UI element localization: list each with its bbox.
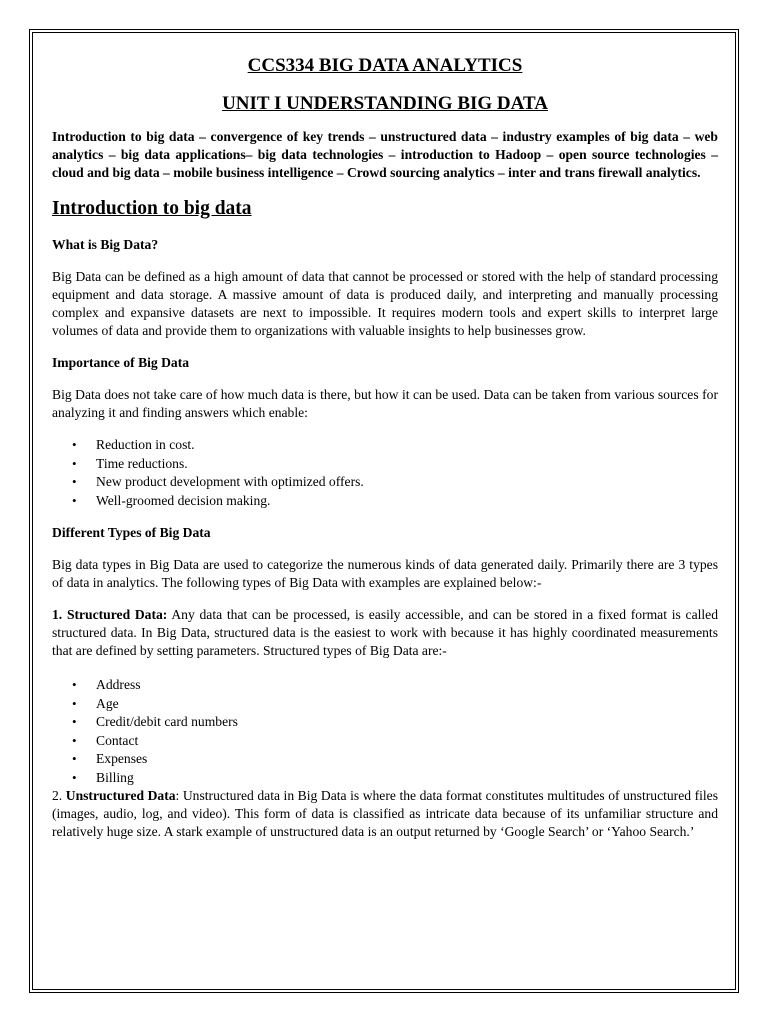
list-item: • Contact xyxy=(96,732,718,751)
what-is-heading: What is Big Data? xyxy=(52,237,159,252)
importance-heading: Importance of Big Data xyxy=(52,355,190,370)
unstructured-text: : Unstructured data in Big Data is where the data format constitutes multitudes of unstructured files (images, audio, log, and video). This form of data is classified as intricate data because of its unfamiliar structure and relatively huge size. A stark example of unstructured data is an output returned by ‘Google Search’ or ‘Yahoo Search.’ xyxy=(52,788,718,839)
unstructured-number: 2. xyxy=(52,788,66,803)
list-item: • Credit/debit card numbers xyxy=(96,713,718,732)
section-heading: Introduction to big data xyxy=(52,198,252,219)
structured-list xyxy=(52,676,718,787)
unstructured-label: Unstructured Data xyxy=(65,788,176,803)
list-item: • Address xyxy=(96,676,718,695)
list-item: • Age xyxy=(96,695,718,714)
what-is-paragraph: Big Data can be defined as a high amount of data that cannot be processed or stored with the help of standard processing equipment and data storage. A massive amount of data is produced daily, and interpreting and manually processing complex and expansive datasets are next to impossible. It requires modern tools and expert skills to interpret large volumes of data and provide them to organizations with valuable insights to help businesses grow. xyxy=(52,269,718,338)
list-item: • Billing xyxy=(96,769,718,788)
importance-paragraph: Big Data does not take care of how much data is there, but how it can be used. Data can be taken from various sources for analyzing it and finding answers which enable: xyxy=(52,387,718,420)
types-heading: Different Types of Big Data xyxy=(52,525,211,540)
list-item: • Reduction in cost. xyxy=(96,436,718,455)
unstructured-paragraph xyxy=(52,787,718,841)
types-paragraph: Big data types in Big Data are used to categorize the numerous kinds of data generated daily. Primarily there are 3 types of data in analytics. The following types of Big Data with examples are explained below:- xyxy=(52,557,718,590)
list-item: • Well-groomed decision making. xyxy=(96,492,718,511)
document-body xyxy=(52,54,718,841)
unit-title: UNIT I UNDERSTANDING BIG DATA xyxy=(222,93,548,114)
course-title: CCS334 BIG DATA ANALYTICS xyxy=(247,55,523,76)
structured-paragraph xyxy=(52,606,718,660)
list-item: • New product development with optimized offers. xyxy=(96,473,718,492)
structured-text: Any data that can be processed, is easily accessible, and can be stored in a fixed format is called structured data. In Big Data, structured data is the easiest to work with because it has highly coordinated measurements that are defined by setting parameters. Structured types of Big Data are:- xyxy=(52,607,718,658)
list-item: • Expenses xyxy=(96,750,718,769)
unit-syllabus: Introduction to big data – convergence of key trends – unstructured data – industry examples of big data – web analytics – big data applications– big data technologies – introduction to Hadoop – open source technologies – cloud and big data – mobile business intelligence – Crowd sourcing analytics – inter and trans firewall analytics. xyxy=(52,129,718,180)
importance-list xyxy=(52,436,718,510)
structured-label: 1. Structured Data: xyxy=(52,607,168,622)
list-item: • Time reductions. xyxy=(96,455,718,474)
